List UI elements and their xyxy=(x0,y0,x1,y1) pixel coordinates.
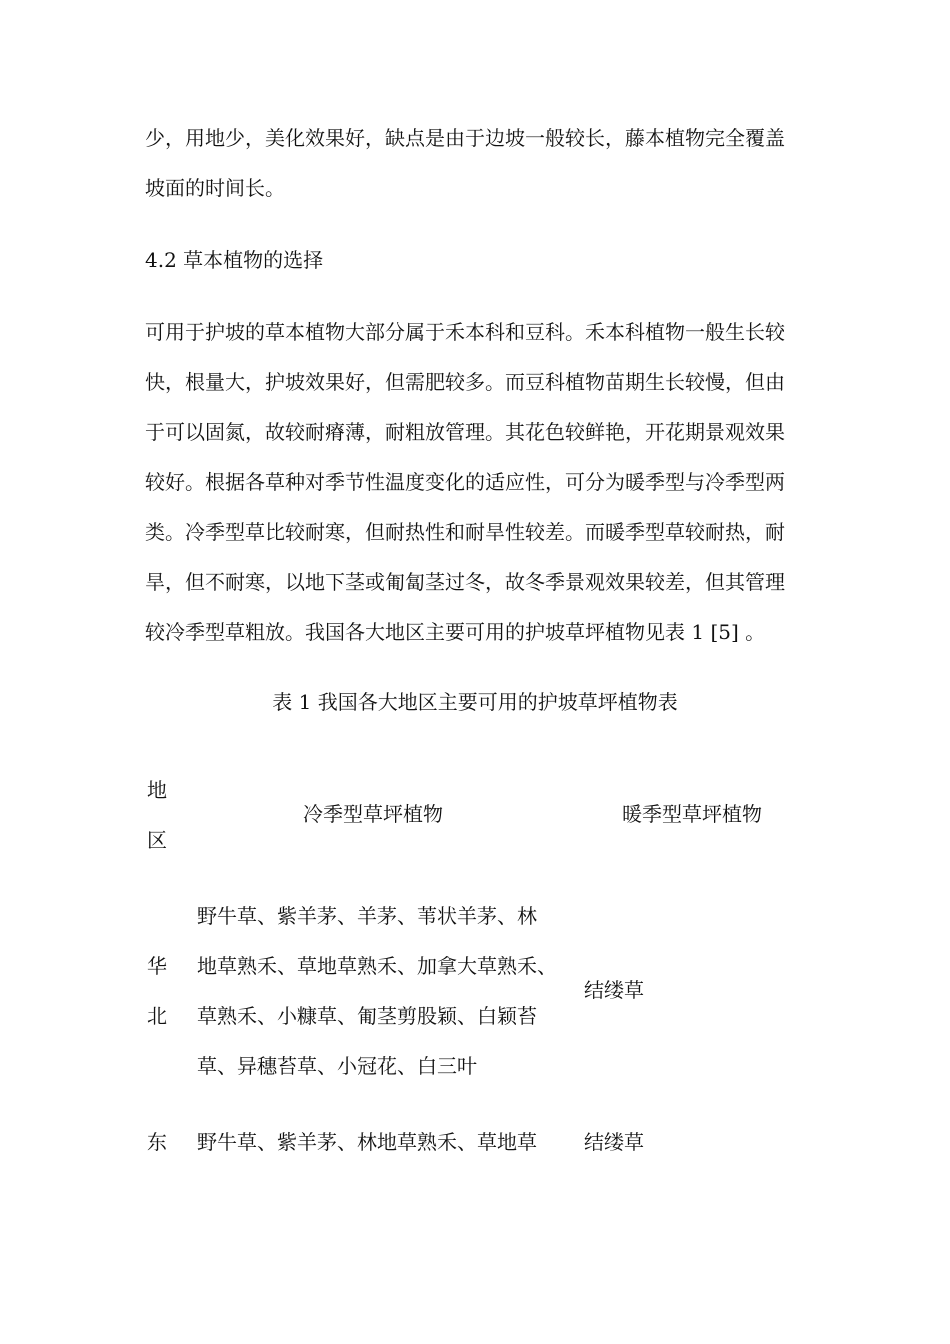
cool-season-line: 地草熟禾、草地草熟禾、加拿大草熟禾、 xyxy=(197,954,557,978)
paragraph-line: 类。冷季型草比较耐寒，但耐热性和耐旱性较差。而暖季型草较耐热，耐 xyxy=(145,520,785,544)
section-heading: 4.2 草本植物的选择 xyxy=(145,248,324,272)
warm-season-cell: 结缕草 xyxy=(584,978,644,1002)
cool-season-line: 草熟禾、小糠草、匍茎剪股颖、白颖苔 xyxy=(197,1004,537,1028)
paragraph-line: 旱，但不耐寒，以地下茎或匍匐茎过冬，故冬季景观效果较差，但其管理 xyxy=(145,570,785,594)
paragraph-line: 少，用地少，美化效果好，缺点是由于边坡一般较长，藤本植物完全覆盖 xyxy=(145,126,785,150)
table-caption: 表 1 我国各大地区主要可用的护坡草坪植物表 xyxy=(272,690,678,714)
cool-season-line: 草、异穗苔草、小冠花、白三叶 xyxy=(197,1054,477,1078)
region-char: 华 xyxy=(147,954,167,978)
paragraph-line: 于可以固氮，故较耐瘠薄，耐粗放管理。其花色较鲜艳，开花期景观效果 xyxy=(145,420,785,444)
paragraph-line: 较冷季型草粗放。我国各大地区主要可用的护坡草坪植物见表 1 [5] 。 xyxy=(145,620,766,644)
cool-season-line: 野牛草、紫羊茅、林地草熟禾、草地草 xyxy=(197,1130,537,1154)
paragraph-line: 可用于护坡的草本植物大部分属于禾本科和豆科。禾本科植物一般生长较 xyxy=(145,320,785,344)
cool-season-line: 野牛草、紫羊茅、羊茅、苇状羊茅、林 xyxy=(197,904,537,928)
header-cool-season: 冷季型草坪植物 xyxy=(303,802,443,826)
region-char: 东 xyxy=(147,1130,167,1154)
paragraph-line: 较好。根据各草种对季节性温度变化的适应性，可分为暖季型与冷季型两 xyxy=(145,470,785,494)
header-region-char: 地 xyxy=(147,778,167,802)
warm-season-cell: 结缕草 xyxy=(584,1130,644,1154)
region-char: 北 xyxy=(147,1004,167,1028)
header-warm-season: 暖季型草坪植物 xyxy=(622,802,762,826)
paragraph-line: 坡面的时间长。 xyxy=(145,176,285,200)
paragraph-line: 快，根量大，护坡效果好，但需肥较多。而豆科植物苗期生长较慢，但由 xyxy=(145,370,785,394)
header-region-char: 区 xyxy=(147,828,167,852)
